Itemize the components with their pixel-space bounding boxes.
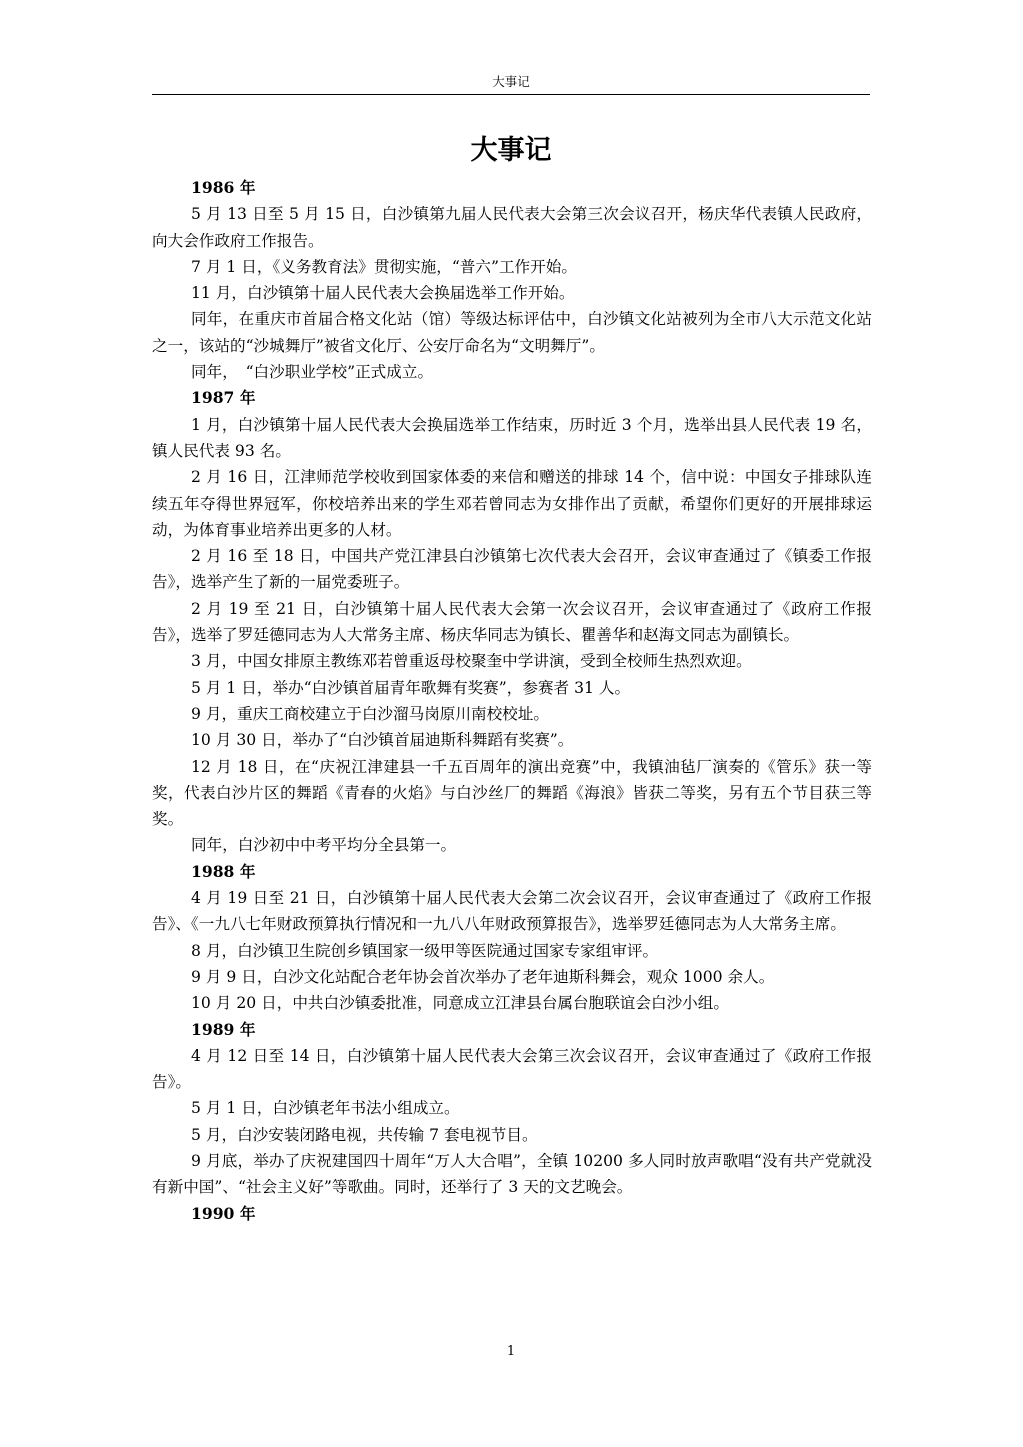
running-header: 大事记: [492, 74, 530, 89]
chronicle-entry: 9 月底，举办了庆祝建国四十周年“万人大合唱”，全镇 10200 多人同时放声歌唱“没有共产党就没有新中国”、“社会主义好”等歌曲。同时，还举行了 3 天的文艺晚会。: [152, 1151, 872, 1197]
chronicle-entry: 9 月，重庆工商校建立于白沙溜马岗原川南校校址。: [191, 704, 549, 723]
chronicle-entry: 2 月 19 至 21 日，白沙镇第十届人民代表大会第一次会议召开，会议审查通过了《政府工作报告》，选举了罗廷德同志为人大常务主席、杨庆华同志为镇长、瞿善华和赵海文同志为副镇长。: [152, 599, 872, 645]
year-heading: 1986 年: [191, 178, 256, 197]
chronicle-entry: 12 月 18 日，在“庆祝江津建县一千五百周年的演出竞赛”中，我镇油毡厂演奏的《管乐》获一等奖，代表白沙片区的舞蹈《青春的火焰》与白沙丝厂的舞蹈《海浪》皆获二等奖，另有五个节目获三等奖。: [152, 757, 872, 829]
chronicle-entry: 10 月 30 日，举办了“白沙镇首届迪斯科舞蹈有奖赛”。: [191, 731, 574, 750]
year-heading: 1990 年: [191, 1203, 256, 1223]
chronicle-entry: 8 月，白沙镇卫生院创乡镇国家一级甲等医院通过国家专家组审评。: [191, 941, 659, 960]
chronicle-entry: 5 月 1 日，白沙镇老年书法小组成立。: [191, 1099, 460, 1118]
page-title: 大事记: [470, 135, 552, 166]
chronicle-entry: 9 月 9 日，白沙文化站配合老年协会首次举办了老年迪斯科舞会，观众 1000 余人。: [191, 967, 775, 986]
year-heading: 1987 年: [191, 388, 256, 408]
year-heading: 1989 年: [191, 1019, 256, 1039]
chronicle-entry: 2 月 16 至 18 日，中国共产党江津县白沙镇第七次代表大会召开，会议审查通过了《镇委工作报告》，选举产生了新的一届党委班子。: [152, 547, 872, 592]
chronicle-entry: 同年， “白沙职业学校”正式成立。: [191, 363, 434, 382]
chronicle-entry: 5 月，白沙安装闭路电视，共传输 7 套电视节目。: [191, 1125, 538, 1144]
chronicle-entry: 4 月 12 日至 14 日，白沙镇第十届人民代表大会第三次会议召开，会议审查通过了《政府工作报告》。: [152, 1046, 872, 1092]
chronicle-entry: 3 月，中国女排原主教练邓若曾重返母校聚奎中学讲演，受到全校师生热烈欢迎。: [191, 652, 752, 671]
chronicle-entry: 4 月 19 日至 21 日，白沙镇第十届人民代表大会第二次会议召开，会议审查通过了《政府工作报告》、《一九八七年财政预算执行情况和一九八八年财政预算报告》，选举罗廷德同志为人大常务主席。: [152, 889, 872, 934]
chronicle-entry: 同年，白沙初中中考平均分全县第一。: [191, 836, 457, 855]
chronicle-entry: 7 月 1 日，《义务教育法》贯彻实施，“普六”工作开始。: [191, 257, 577, 276]
chronicle-entry: 5 月 13 日至 5 月 15 日，白沙镇第九届人民代表大会第三次会议召开，杨庆华代表镇人民政府，向大会作政府工作报告。: [152, 205, 872, 250]
document-body: [152, 175, 872, 1227]
chronicle-entry: 1 月，白沙镇第十届人民代表大会换届选举工作结束，历时近 3 个月，选举出县人民代表 19 名，镇人民代表 93 名。: [152, 415, 872, 460]
chronicle-entry: 2 月 16 日，江津师范学校收到国家体委的来信和赠送的排球 14 个，信中说：中国女子排球队连续五年夺得世界冠军，你校培养出来的学生邓若曾同志为女排作出了贡献，希望你们更好的开展排球运动，为体育事业培养出更多的人材。: [152, 468, 872, 539]
chronicle-entry: 同年，在重庆市首届合格文化站（馆）等级达标评估中，白沙镇文化站被列为全市八大示范文化站之一，该站的“沙城舞厅”被省文化厅、公安厅命名为“文明舞厅”。: [152, 310, 872, 355]
year-heading: 1988 年: [191, 861, 256, 881]
page-number: 1: [506, 1344, 516, 1359]
chronicle-entry: 11 月，白沙镇第十届人民代表大会换届选举工作开始。: [191, 284, 575, 303]
header-rule: [152, 94, 870, 95]
chronicle-entry: 5 月 1 日，举办“白沙镇首届青年歌舞有奖赛”，参赛者 31 人。: [191, 678, 631, 697]
chronicle-entry: 10 月 20 日，中共白沙镇委批准，同意成立江津县台属台胞联谊会白沙小组。: [191, 994, 729, 1013]
